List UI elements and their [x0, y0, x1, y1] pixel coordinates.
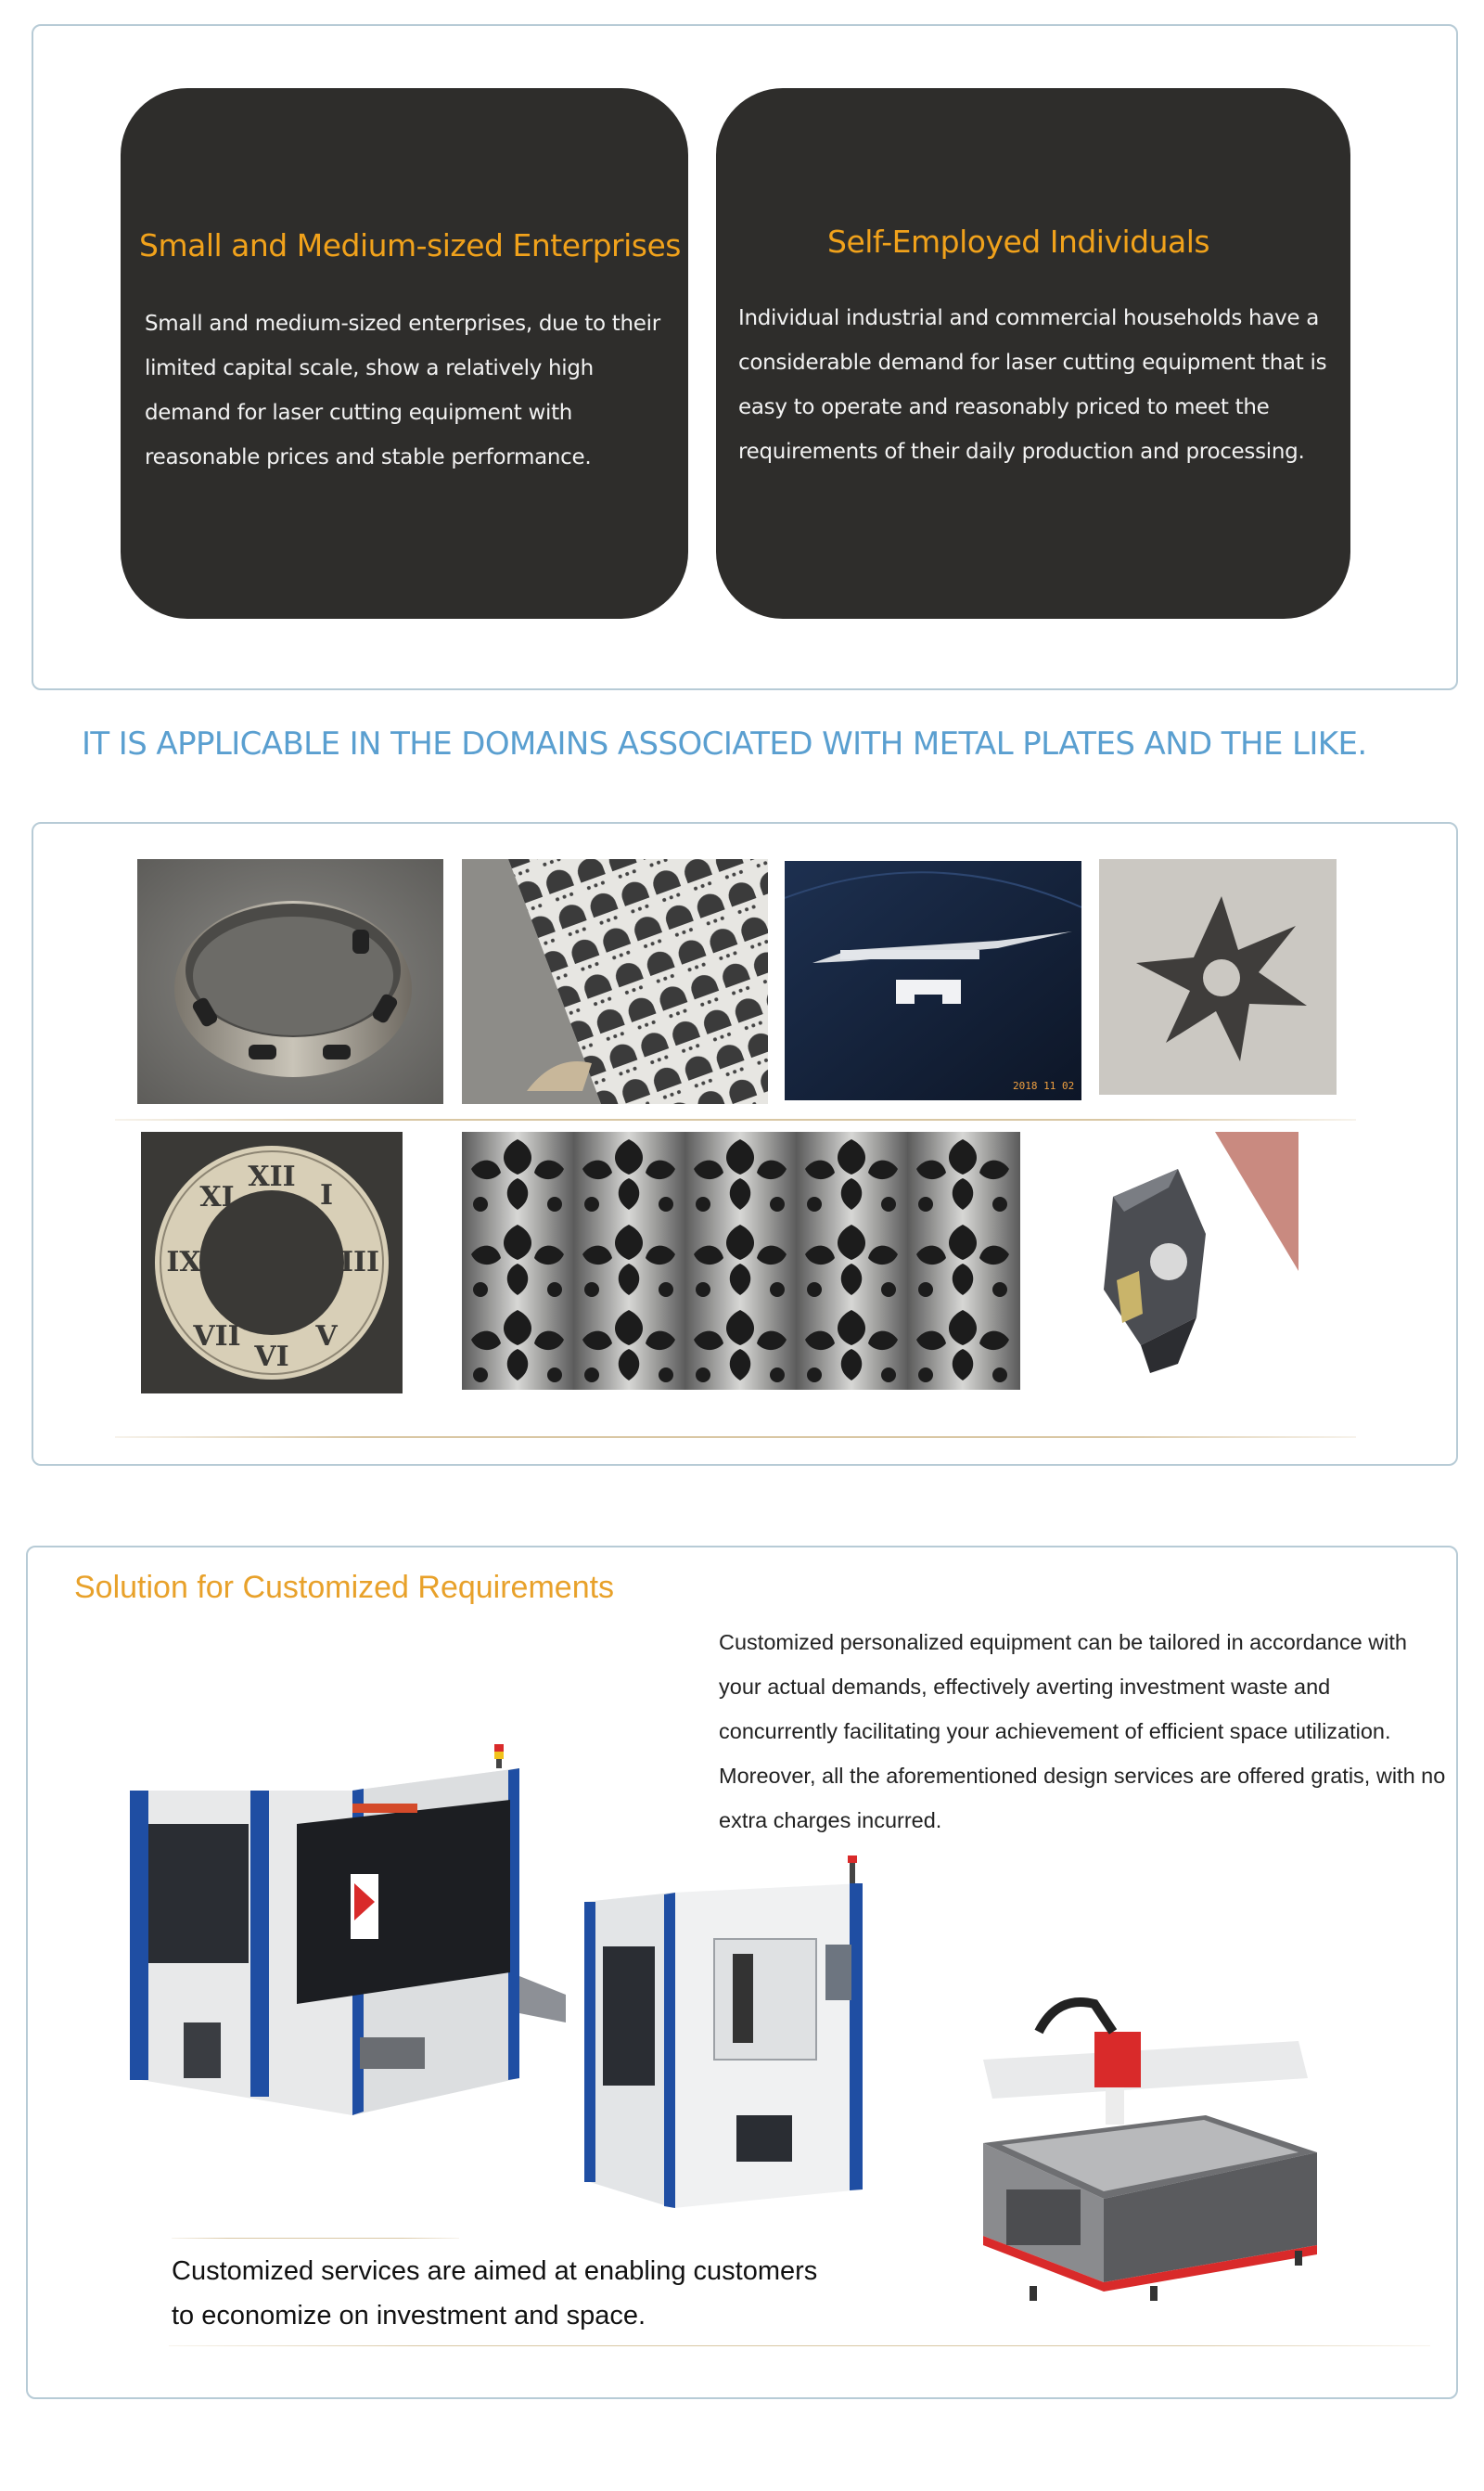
sample-date-stamp: 2018 11 02	[1013, 1080, 1075, 1092]
caption-top-divider	[172, 2238, 459, 2239]
svg-text:IX: IX	[166, 1246, 201, 1278]
svg-text:XI: XI	[199, 1181, 235, 1213]
svg-text:XII: XII	[248, 1161, 296, 1193]
enclosed-laser-machines-image	[121, 1744, 900, 2217]
solution-caption: Customized services are aimed at enabling customers to economize on investment and space.	[172, 2256, 818, 2330]
card-smes-text: Small and medium-sized enterprises, due to their limited capital scale, show a relatively high demand for laser cutting equipment with reasonable prices and stable performance.	[145, 312, 660, 469]
solution-description: Customized personalized equipment can be tailored in accordance with your actual demands, effectively averting investment waste and concurrently facilitating your achievement of efficient space utilization. Moreover, all the aforementioned design services are offered gratis, with no extra charges incurred.	[719, 1630, 1446, 1832]
card-self-employed-text: Individual industrial and commercial households have a considerable demand for laser cutting equipment that is easy to operate and reasonably priced to meet the requirements of their daily production and processing.	[738, 306, 1327, 464]
svg-text:I: I	[319, 1179, 334, 1212]
open-flatbed-laser-machine-image	[965, 1976, 1336, 2329]
solution-title: Solution for Customized Requirements	[74, 1570, 615, 1605]
svg-text:VII: VII	[193, 1320, 241, 1353]
caption-bottom-divider	[169, 2345, 1430, 2346]
samples-bottom-divider	[115, 1436, 1356, 1438]
svg-text:V: V	[315, 1320, 338, 1353]
sample-clock-face-image	[141, 1132, 403, 1393]
sample-star-part-image	[1099, 859, 1337, 1095]
samples-row-divider	[115, 1119, 1356, 1121]
sample-perforated-sheet-image	[462, 859, 768, 1104]
svg-text:III: III	[339, 1246, 380, 1278]
sample-metal-ring-image	[137, 859, 443, 1104]
card-self-employed	[716, 88, 1350, 619]
domains-heading: IT IS APPLICABLE IN THE DOMAINS ASSOCIATED WITH METAL PLATES AND THE LIKE.	[82, 725, 1367, 763]
card-self-employed-title: Self-Employed Individuals	[827, 224, 1210, 260]
sample-decorative-panel-image	[462, 1132, 1020, 1390]
svg-text:VI: VI	[254, 1341, 289, 1373]
sample-blue-leather-image	[785, 861, 1081, 1100]
sample-machined-block-image	[1039, 1132, 1298, 1390]
card-smes	[121, 88, 688, 619]
card-smes-title: Small and Medium-sized Enterprises	[139, 227, 681, 263]
